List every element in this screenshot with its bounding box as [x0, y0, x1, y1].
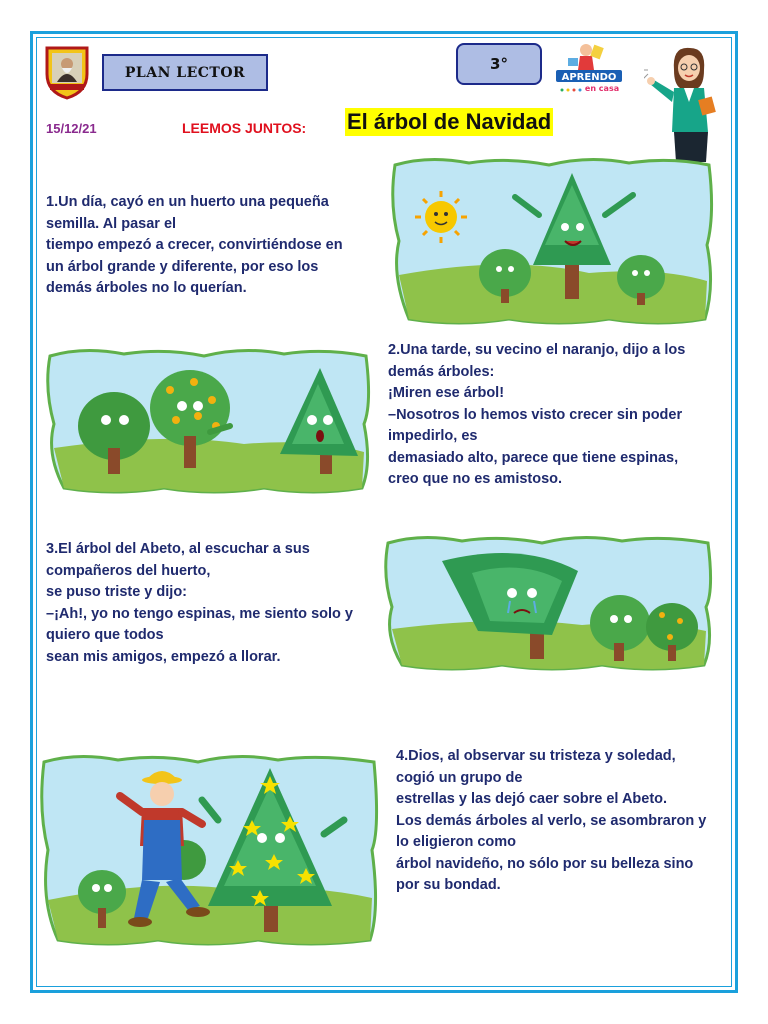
paragraph-2: 2.Una tarde, su vecino el naranjo, dijo a los demás árboles: ¡Miren ese árbol! –Nosotros lo hemos visto crecer sin poder impedirlo, es demasiado alto, parece que tiene espinas, creo que no es amistoso.	[388, 342, 686, 487]
school-crest-logo	[44, 44, 90, 100]
story-title: El árbol de Navidad	[347, 109, 552, 134]
paragraph-1: 1.Un día, cayó en un huerto una pequeña semilla. Al pasar el tiempo empezó a crecer, convirtiéndose en un árbol grande y diferente, por eso los demás árboles no lo querían.	[46, 194, 343, 296]
plan-lector-label: PLAN LECTOR	[102, 54, 268, 91]
aprendo-en-casa-logo	[552, 40, 626, 96]
date-label: 15/12/21	[46, 121, 97, 136]
illustration-1-fir-and-sun	[389, 155, 715, 327]
paragraph-3: 3.El árbol del Abeto, al escuchar a sus compañeros del huerto, se puso triste y dijo: –¡Ah!, yo no tengo espinas, me siento solo y quiero que todos sean mis amigos, empezó a llorar.	[46, 541, 353, 665]
illustration-4-christmas-fir	[38, 750, 380, 948]
logo-text: APRENDO	[561, 72, 617, 83]
paragraph-4: 4.Dios, al observar su tristeza y soledad, cogió un grupo de estrellas y las dejó caer sobre el Abeto. Los demás árboles al verlo, se asombraron y lo eligieron como árbol navideño, no sólo por su belleza sino por su bondad.	[396, 748, 707, 893]
grade-label: 3°	[456, 43, 542, 85]
section-label: LEEMOS JUNTOS:	[182, 120, 307, 136]
illustration-3-crying-fir	[382, 531, 714, 673]
illustration-2-orange-trees	[44, 344, 372, 496]
logo-sub: en casa	[584, 84, 620, 93]
